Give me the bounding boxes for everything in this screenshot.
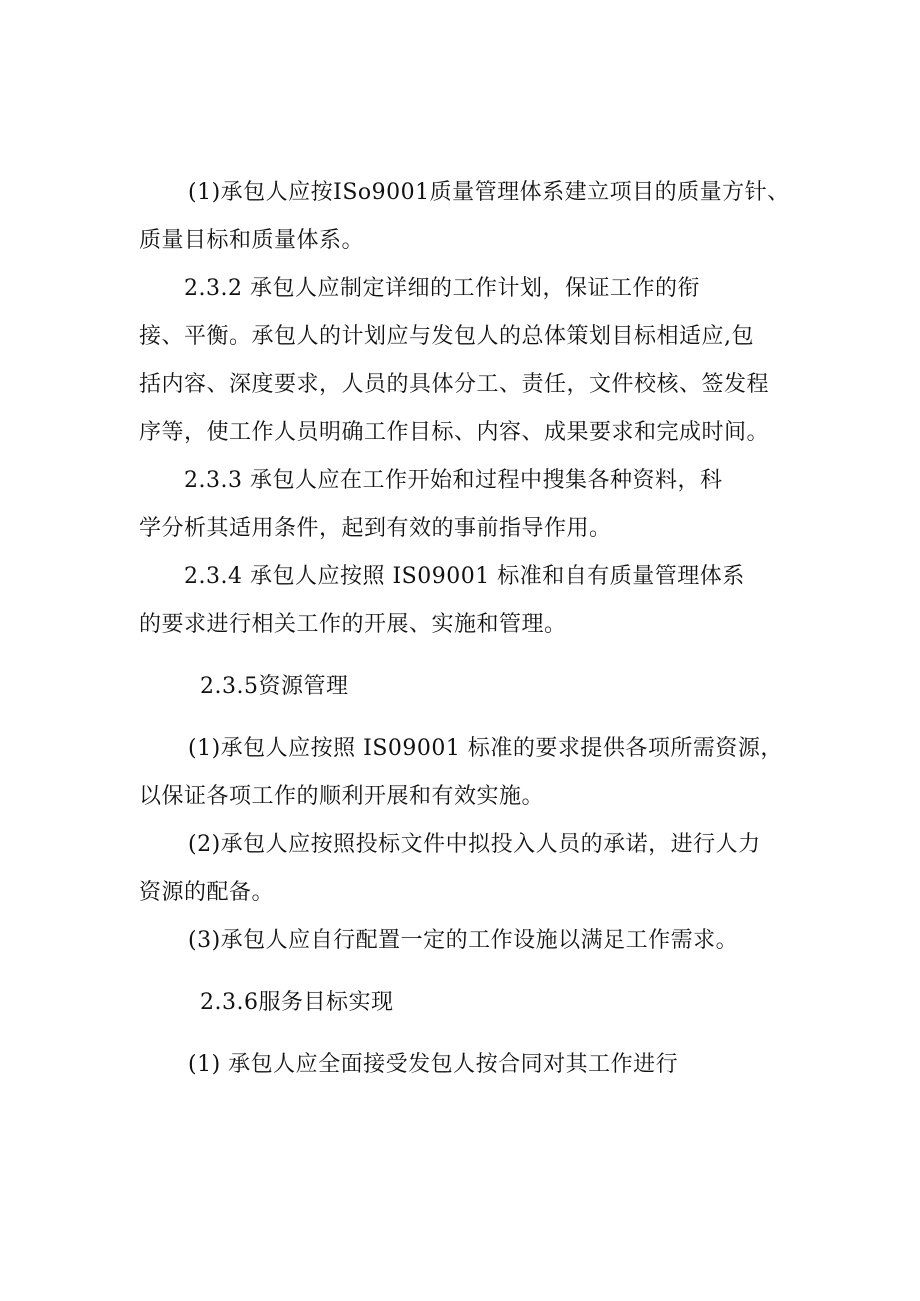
paragraph-line: 序等，使工作人员明确工作目标、内容、成果要求和完成时间。 — [139, 420, 770, 445]
paragraph-line: 2.3.4 承包人应按照 IS09001 标准和自有质量管理体系 — [184, 564, 745, 589]
paragraph-line: 的要求进行相关工作的开展、实施和管理。 — [139, 612, 567, 637]
paragraph-line: (1) 承包人应全面接受发包人按合同对其工作进行 — [188, 1052, 679, 1077]
paragraph-line: 学分析其适用条件，起到有效的事前指导作用。 — [139, 516, 612, 541]
paragraph-line: 质量目标和质量体系。 — [139, 228, 365, 253]
paragraph-line: 2.3.2 承包人应制定详细的工作计划，保证工作的衔 — [184, 276, 700, 301]
paragraph-line: (3)承包人应自行配置一定的工作设施以满足工作需求。 — [188, 928, 739, 953]
paragraph-line: 以保证各项工作的顺利开展和有效实施。 — [139, 784, 545, 809]
paragraph-line: (2)承包人应按照投标文件中拟投入人员的承诺，进行人力 — [188, 832, 761, 857]
section-heading: 2.3.5资源管理 — [200, 674, 349, 699]
paragraph-line: 接、平衡。承包人的计划应与发包人的总体策划目标相适应,包 — [139, 324, 754, 349]
paragraph-line: (1)承包人应按照 IS09001 标准的要求提供各项所需资源， — [188, 736, 783, 761]
paragraph-line: 括内容、深度要求，人员的具体分工、责任，文件校核、签发程 — [139, 372, 770, 397]
section-heading: 2.3.6服务目标实现 — [200, 990, 394, 1015]
paragraph-line: 2.3.3 承包人应在工作开始和过程中搜集各种资料，科 — [184, 468, 723, 493]
paragraph-line: (1)承包人应按ISo9001质量管理体系建立项目的质量方针、 — [188, 180, 790, 205]
paragraph-line: 资源的配备。 — [139, 880, 275, 905]
